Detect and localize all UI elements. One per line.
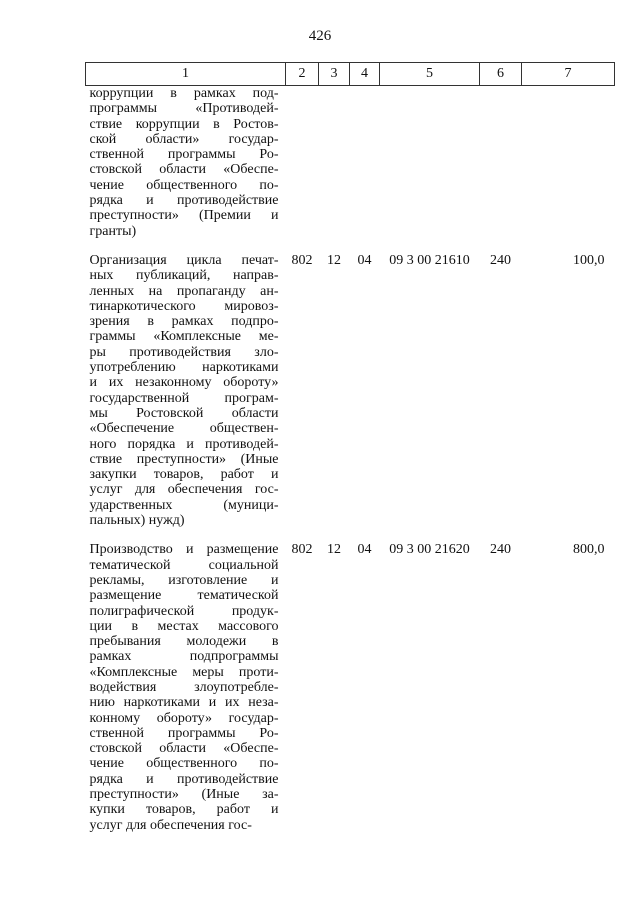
description-line: тинаркотического мировоз- (89, 298, 279, 314)
description-line: рядка и противодействие (89, 771, 279, 787)
description-line: государственной програм- (89, 390, 279, 406)
spacer-cell (319, 239, 350, 253)
column-header: 7 (522, 63, 615, 86)
description-line: ствие коррупции в Ростов- (89, 116, 279, 132)
spacer-cell (522, 239, 615, 253)
description-line: ствие преступности» (Иные (89, 451, 279, 467)
page-number: 426 (308, 28, 332, 44)
description-line: ных публикаций, направ- (89, 268, 279, 284)
description-line: услуг для обеспечения гос- (89, 817, 252, 833)
column-header: 2 (286, 63, 319, 86)
description-line: «Обеспечение обществен- (89, 421, 279, 437)
description-line: коррупции в рамках под- (89, 86, 279, 101)
description-line: ударственных (муници- (89, 497, 279, 513)
description-line: полиграфической продук- (89, 603, 279, 619)
target-article-cell: 09 3 00 21620 (389, 542, 470, 558)
description-line: и их незаконному обороту» (89, 375, 279, 391)
description-line: конному обороту» государ- (89, 710, 279, 726)
description-line: зрения в рамках подпро- (89, 314, 279, 330)
description-line: нию наркотиками и их неза- (89, 695, 279, 711)
description-line: преступности» (Иные за- (89, 787, 279, 803)
description-line: преступности» (Премии и (89, 208, 279, 224)
description-line: чение общественного по- (89, 177, 279, 193)
spacer-cell (480, 528, 522, 542)
description-line: ской области» государ- (89, 131, 279, 147)
admin-code-cell (286, 86, 319, 239)
target-article-cell (380, 86, 480, 239)
expense-type-cell (480, 86, 522, 239)
description-line: водействия злоупотребле- (89, 679, 279, 695)
subsection-cell (350, 86, 380, 239)
description-line: употреблению наркотиками (89, 360, 279, 376)
description-line: пребывания молодежи в (89, 634, 279, 650)
table-row (86, 542, 615, 833)
row-spacer (86, 239, 615, 253)
amount-cell: 100,0 (573, 252, 605, 268)
spacer-cell (522, 528, 615, 542)
description-line: ленных на пропаганду ан- (89, 283, 279, 299)
spacer-cell (286, 239, 319, 253)
description-line: рамках подпрограммы (89, 649, 279, 665)
spacer-cell (350, 528, 380, 542)
row-spacer (86, 528, 615, 542)
description-line: стовской области «Обеспе- (89, 741, 279, 757)
description-line: «Комплексные меры проти- (89, 664, 279, 680)
target-article-cell: 09 3 00 21610 (389, 252, 470, 268)
column-header: 1 (86, 63, 286, 86)
table-row (86, 253, 615, 528)
spacer-cell (380, 239, 480, 253)
spacer-cell (286, 528, 319, 542)
description-line: ры противодействия зло- (89, 344, 279, 360)
spacer-cell (480, 239, 522, 253)
table-header-row (86, 63, 615, 86)
description-line: рекламы, изготовление и (89, 572, 279, 588)
description-line: услуг для обеспечения гос- (89, 482, 279, 498)
spacer-cell (86, 528, 286, 542)
section-cell (319, 86, 350, 239)
description-line: Организация цикла печат- (89, 252, 279, 268)
section-cell: 12 (327, 252, 341, 268)
spacer-cell (86, 239, 286, 253)
column-header: 3 (319, 63, 350, 86)
spacer-cell (319, 528, 350, 542)
description-line: тематической социальной (89, 557, 279, 573)
expense-type-cell: 240 (490, 542, 511, 558)
description-line: мы Ростовской области (89, 405, 279, 421)
column-header: 5 (380, 63, 480, 86)
column-header: 4 (350, 63, 380, 86)
description-line: закупки товаров, работ и (89, 467, 279, 483)
description-line: чение общественного по- (89, 756, 279, 772)
column-header: 6 (480, 63, 522, 86)
table-body (86, 86, 615, 833)
subsection-cell: 04 (357, 252, 372, 268)
row-description (86, 542, 286, 833)
description-line: размещение тематической (89, 588, 279, 604)
section-cell: 12 (327, 542, 341, 558)
description-line: гранты) (89, 223, 137, 239)
description-line: рядка и противодействие (89, 193, 279, 209)
description-line: Производство и размещение (89, 542, 279, 558)
description-line: программы «Противодей- (89, 101, 279, 117)
description-line: пальных) нужд) (89, 513, 185, 529)
description-line: граммы «Комплексные ме- (89, 329, 279, 345)
spacer-cell (350, 239, 380, 253)
description-line: ственной программы Ро- (89, 147, 279, 163)
description-line: ственной программы Ро- (89, 725, 279, 741)
table-row (86, 86, 615, 239)
subsection-cell: 04 (357, 542, 372, 558)
description-line: ного порядка и противодей- (89, 436, 279, 452)
admin-code-cell: 802 (291, 542, 313, 558)
description-line: купки товаров, работ и (89, 802, 279, 818)
expense-type-cell: 240 (490, 252, 511, 268)
spacer-cell (380, 528, 480, 542)
admin-code-cell: 802 (291, 252, 313, 268)
budget-table (85, 62, 615, 833)
row-description (86, 86, 286, 239)
description-line: стовской области «Обеспе- (89, 162, 279, 178)
row-description (86, 253, 286, 528)
description-line: ции в местах массового (89, 618, 279, 634)
amount-cell (522, 86, 615, 239)
amount-cell: 800,0 (573, 542, 605, 558)
